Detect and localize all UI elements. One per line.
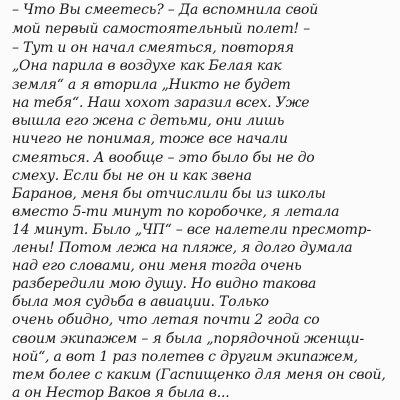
text-line: смеяться. А вообще – это было бы не до — [12, 150, 315, 166]
text-line: – Тут и он начал смеяться, повторяя — [12, 40, 294, 56]
text-line: а он Нестор Ваков я была в... — [12, 385, 230, 400]
text-line: своим экипажем – я была „порядочной женщи- — [12, 331, 364, 347]
text-line: смеху. Если бы не он и как звена — [12, 168, 252, 184]
text-line: над его словами, они меня тогда очень — [12, 258, 302, 274]
text-line: тем более с каким (Гаспищенко для меня он свой, — [12, 367, 386, 383]
text-line: вместо 5-ти минут по коробочке, я летала — [12, 204, 340, 220]
text-line: ничего не понимая, тоже все начали — [12, 131, 288, 147]
text-line: была моя судьба в авиации. Только — [12, 294, 269, 310]
text-line: Баранов, меня бы отчислили бы из школы — [12, 186, 326, 202]
text-line: разбередили мою душу. Но видно такова — [12, 276, 317, 292]
text-line: очень обидно, что летая почти 2 года со — [12, 312, 320, 328]
text-line: „Она парила в воздухе как Белая как — [12, 58, 282, 74]
text-line: на тебя“. Наш хохот заразил всех. Уже — [12, 95, 310, 111]
text-line: 14 минут. Было „ЧП“ – все налетели пресмотр- — [12, 222, 371, 238]
text-line: мой первый самостоятельный полет! – — [12, 21, 311, 37]
text-line: ной“, а вот 1 раз полетев с другим экипажем, — [12, 349, 358, 365]
text-line: лены! Потом лежа на пляже, я долго думала — [12, 240, 353, 256]
text-line: вышла его жена с детьми, они лишь — [12, 113, 285, 129]
text-line: – Что Вы смеетесь? – Да вспомнила свой — [12, 2, 319, 18]
text-line: земля“ а я вторила „Никто не будет — [12, 77, 291, 93]
